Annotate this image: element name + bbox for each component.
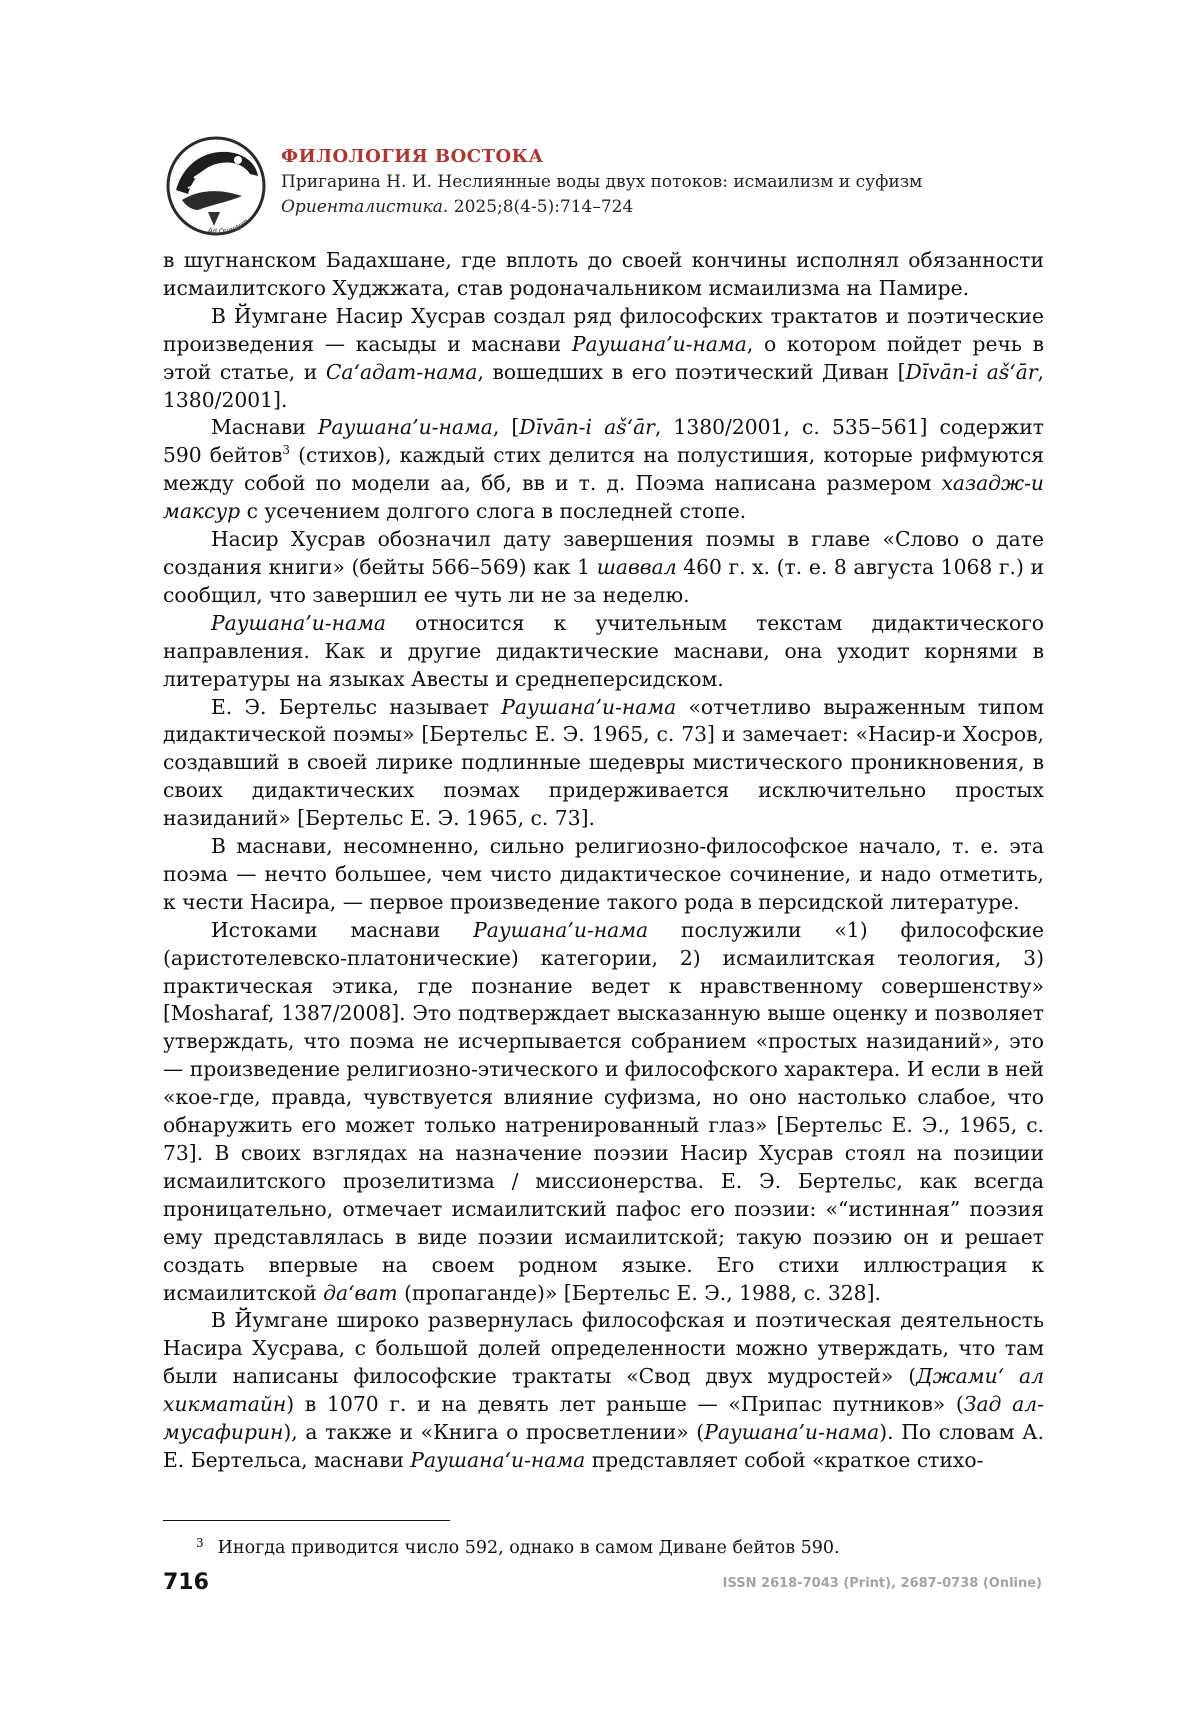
paragraph-7: В маснави, несомненно, сильно религиозно-философское начало, т. е. эта поэма — нечто большее, чем чисто дидактическое сочинение, и надо отметить, к чести Насира, — первое произведение такого рода в персидской литературе. — [163, 834, 1044, 914]
paragraph-6: Е. Э. Бертельс называет Раушана’и-нама «отчетливо выраженным типом дидактической поэмы» [Бертельс Е. Э. 1965, с. 73] и замечает: «Насир-и Хосров, создавший в своей лирике подлинные шедевры мистического проникновения, в своих дидактических поэмах придерживается исключительно простых назиданий» [Бертельс Е. Э. 1965, с. 73]. — [163, 694, 1045, 831]
running-header — [281, 144, 1161, 220]
journal-section-title: ФИЛОЛОГИЯ ВОСТОКА — [281, 146, 544, 167]
paragraph-2: В Йумгане Насир Хусрав создал ряд философских трактатов и поэтические произведения — касыды и маснави Раушана’и-нама, о котором пойдет речь в этой статье, и Са‘адат-нама, вошедших в его поэтический Диван [Dīvān-i aš‘ār, 1380/2001]. — [163, 303, 1044, 412]
issn-line: ISSN 2618-7043 (Print), 2687-0738 (Online) — [722, 1576, 1042, 1591]
logo-emblem-icon — [158, 130, 270, 238]
article-reference: Пригарина Н. И. Неслиянные воды двух потоков: исмаилизм и суфизм — [281, 172, 923, 192]
footnote-divider — [163, 1520, 450, 1521]
paragraph-5: Раушана’и-нама относится к учительным текстам дидактического направления. Как и другие дидактические маснави, она уходит корнями в литературы на языках Авесты и среднеперсидском. — [163, 610, 1044, 691]
paragraph-3: Маснави Раушана’и-нама, [Dīvān-i aš‘ār, 1380/2001, с. 535–561] содержит 590 бейтов$^3$ (стихов), каждый стих делится на полустишия, которые рифмуются между собой по модели аа, бб, вв и т. д. Поэма написана размером хазадж-и максур с усечением долгого слога в последней стопе. — [163, 415, 1044, 524]
footnote-text: Иногда приводится число 592, однако в самом Диване бейтов 590. — [217, 1538, 840, 1558]
page-number: 716 — [163, 1570, 209, 1595]
paragraph-9: В Йумгане широко развернулась философская и поэтическая деятельность Насира Хусрава, с большой долей определенности можно утверждать, что там были написаны философские трактаты «Свод двух мудростей» (Джами‘ ал хикматайн) в 1070 г. и на девять лет раньше — «Припас путников» (Зад ал-мусафирин), а также и «Книга о просветлении» (Раушана’и-нама). По словам А. Е. Бертельса, маснави Раушана‘и-нама представляет собой «краткое стихо- — [163, 1308, 1044, 1472]
paragraph-8: Истоками маснави Раушана’и-нама послужили «1) философские (аристотелевско-платонические) категории, 2) исмаилитская теология, 3) практическая этика, где познание ведет к нравственному совершенству» [Mosharaf, 1387/2008]. Это подтверждает высказанную выше оценку и позволяет утверждать, что поэма не исчерпывается собранием «простых назиданий», это — произведение религиозно-этического и философского характера. И если в ней «кое-где, правда, чувствуется влияние суфизма, но оно настолько слабое, что обнаружить его может только натренированный глаз» [Бертельс Е. Э., 1965, с. 73]. В своих взглядах на назначение поэзии Насир Хусрав стоял на позиции исмаилитского прозелитизма / миссионерства. Е. Э. Бертельс, как всегда проницательно, отмечает исмаилитский пафос его поэзии: «“истинная” поэзия ему представлялась в виде поэзии исмаилитской; такую поэзию он и решает создать впервые на своем родном языке. Его стихи иллюстрация к исмаилитской да‘ват (пропаганде)» [Бертельс Е. Э., 1988, с. 328]. — [163, 917, 1045, 1305]
journal-issue: 2025;8(4-5):714–724 — [448, 197, 634, 217]
footnote-ref[interactable]: 3 — [282, 443, 291, 458]
paragraph-4: Насир Хусрав обозначил дату завершения поэмы в главе «Слово о дате создания книги» (бейты 566–569) как 1 шаввал 460 г. х. (т. е. 8 августа 1068 г.) и сообщил, что завершил ее чуть ли не за неделю. — [163, 527, 1044, 607]
footnote-number: 3 — [196, 1536, 204, 1550]
journal-logo-icon — [158, 130, 270, 238]
footnote — [196, 1530, 1056, 1561]
svg-text:Ad Orientem: Ad Orientem — [207, 217, 251, 236]
journal-citation — [281, 195, 1161, 220]
article-body — [163, 247, 1044, 1475]
paragraph-1: в шугнанском Бадахшане, где вплоть до своей кончины исполнял обязанности исмаилитского Худжжата, став родоначальником исмаилизма на Памире. — [163, 248, 1044, 300]
journal-name: Ориенталистика. — [281, 197, 449, 217]
